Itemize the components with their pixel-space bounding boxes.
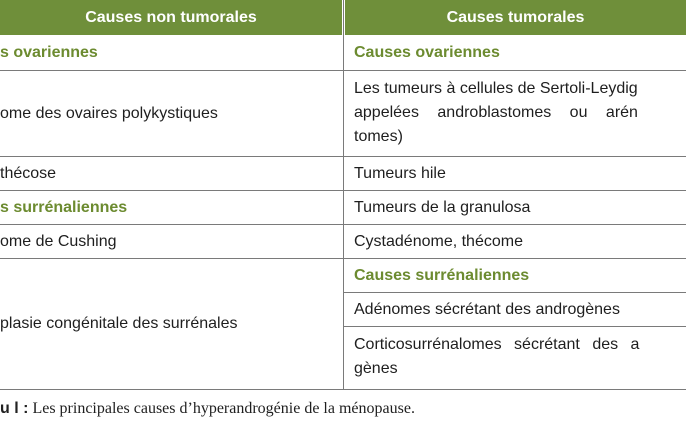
row-divider: [343, 70, 686, 71]
sertoli-line-2: [354, 101, 686, 125]
row-divider: [343, 326, 686, 327]
left-section-adrenal: s surrénaliennes: [0, 198, 128, 216]
left-item-pco: ome des ovaires polykystiques: [0, 104, 218, 122]
left-item-hyperplasia: plasie congénitale des surrénales: [0, 315, 238, 332]
sertoli-line-3: tomes): [354, 128, 403, 145]
right-item-cystadenome: Cystadénome, thécome: [354, 232, 523, 250]
left-item-cushing: ome de Cushing: [0, 232, 117, 250]
left-item-hyperthecose: thécose: [0, 164, 57, 182]
right-item-hile: Tumeurs hile: [354, 164, 446, 182]
header-cell-non-tumoral: [0, 0, 342, 35]
right-item-granulosa: Tumeurs de la granulosa: [354, 198, 531, 216]
cortico-line-1: Corticosurrénalomes sécrétant des a: [354, 336, 640, 353]
right-item-adenomes: Adénomes sécrétant des androgènes: [354, 300, 620, 318]
column-divider: [343, 0, 344, 390]
right-section-ovarian: Causes ovariennes: [354, 44, 500, 61]
header-label-tumoral: Causes tumorales: [446, 8, 585, 26]
sertoli-line-1: Les tumeurs à cellules de Sertoli-Leydig: [354, 80, 638, 97]
left-section-ovarian: s ovariennes: [0, 44, 98, 61]
header-label-non-tumoral: Causes non tumorales: [85, 8, 257, 26]
right-item-sertoli-leydig: [354, 77, 686, 149]
table-caption: [0, 400, 415, 418]
cortico-line-2: gènes: [354, 360, 398, 377]
caption-label: u l :: [0, 400, 29, 417]
header-cell-tumoral: [345, 0, 686, 35]
sertoli-line-2-text: appelées androblastomes ou arén: [354, 104, 638, 121]
right-section-adrenal: Causes surrénaliennes: [354, 266, 530, 284]
right-item-corticosurrenalomes: [354, 333, 686, 381]
caption-text: Les principales causes d’hyperandrogénie de la ménopause.: [32, 400, 415, 417]
